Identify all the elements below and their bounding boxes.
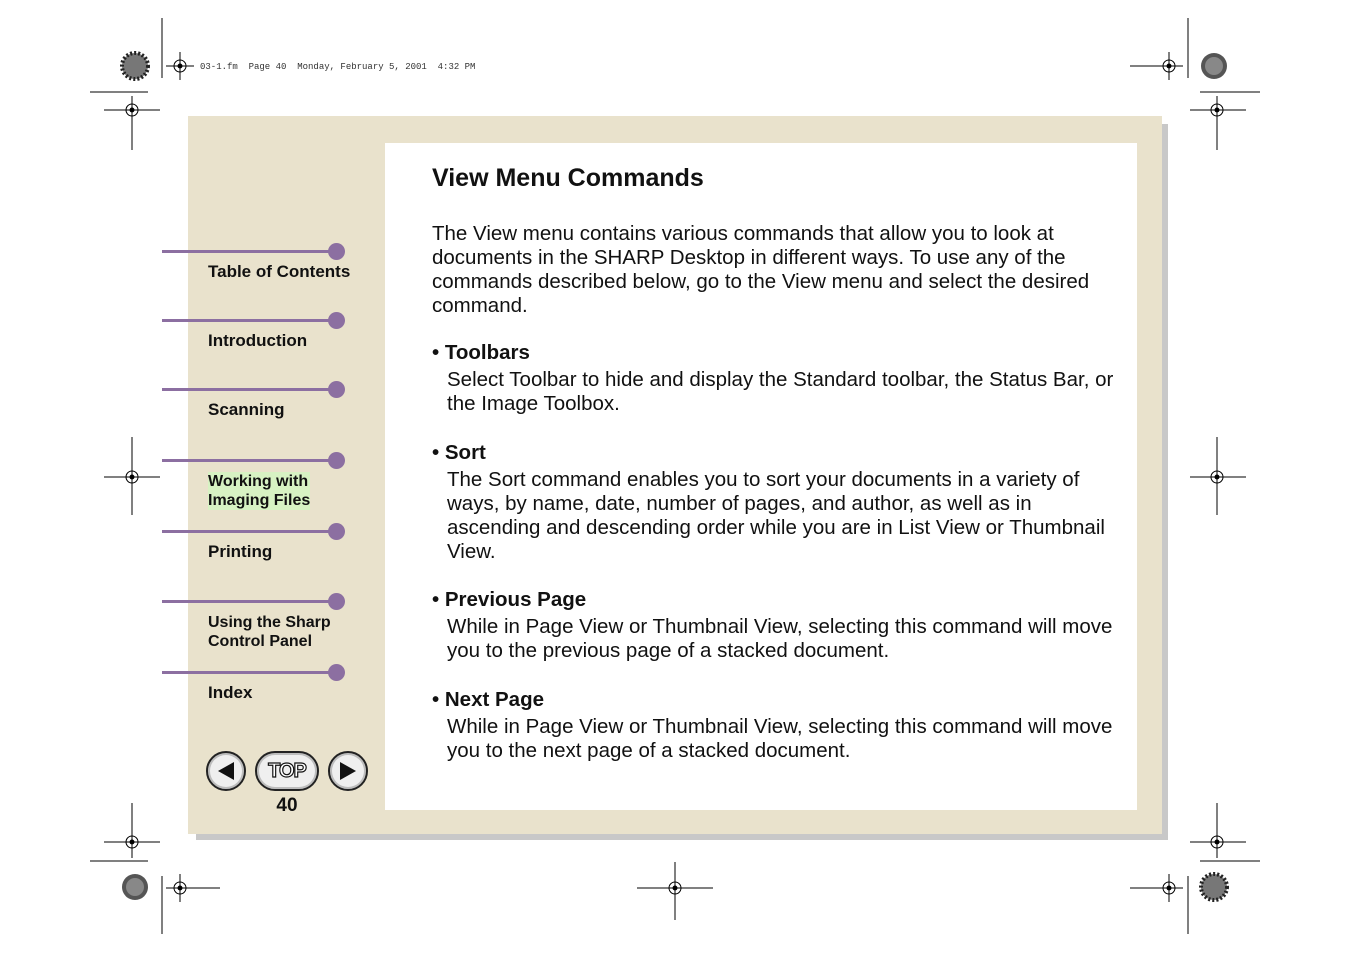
nav-divider	[162, 319, 338, 322]
crosshair-icon	[104, 803, 160, 858]
command-description: While in Page View or Thumbnail View, selecting this command will move you to the previous page of a stacked document.	[447, 615, 1113, 662]
nav-divider	[162, 530, 338, 533]
nav-label[interactable]: Index	[208, 683, 253, 702]
command-description: The Sort command enables you to sort your documents in a variety of ways, by name, date, number of pages, and author, as well as in ascending and descending order while you are in List View or Thumbnail View.	[447, 468, 1105, 563]
crosshair-icon	[637, 862, 713, 920]
crosshair-icon	[1130, 52, 1183, 80]
command-title: • Next Page	[432, 688, 544, 711]
command-title: • Toolbars	[432, 341, 530, 364]
nav-bullet-icon	[328, 452, 345, 469]
nav-bullet-icon	[328, 664, 345, 681]
print-header-line: 03-1.fm Page 40 Monday, February 5, 2001 4:32 PM	[200, 62, 476, 72]
registration-starburst-icon	[122, 874, 148, 900]
nav-label[interactable]: Using the Sharp Control Panel	[208, 614, 331, 650]
command-item-next-page	[432, 688, 1122, 763]
nav-bullet-icon	[328, 523, 345, 540]
crosshair-icon	[1190, 803, 1246, 858]
nav-bullet-icon	[328, 312, 345, 329]
nav-bullet-icon	[328, 593, 345, 610]
nav-bullet-icon	[328, 381, 345, 398]
crosshair-icon	[104, 96, 160, 150]
command-item-toolbars	[432, 341, 1122, 416]
intro-paragraph: The View menu contains various commands that allow you to look at documents in the SHARP Desktop in different ways. To use any of the commands described below, go to the View menu and select the desired command.	[432, 222, 1090, 317]
command-description: While in Page View or Thumbnail View, selecting this command will move you to the next page of a stacked document.	[447, 715, 1113, 762]
nav-label[interactable]: Scanning	[208, 400, 285, 419]
nav-item-printing[interactable]	[160, 523, 350, 563]
nav-divider	[162, 671, 338, 674]
page-title: View Menu Commands	[432, 164, 704, 192]
nav-divider	[162, 388, 338, 391]
command-description: Select Toolbar to hide and display the Standard toolbar, the Status Bar, or the Image Toolbox.	[447, 368, 1114, 415]
next-page-button[interactable]	[328, 751, 368, 791]
command-item-sort	[432, 441, 1122, 564]
command-item-previous-page	[432, 588, 1122, 663]
command-title: • Previous Page	[432, 588, 587, 611]
nav-label[interactable]: Printing	[208, 542, 273, 561]
nav-divider	[162, 459, 338, 462]
registration-starburst-icon	[122, 53, 148, 79]
page-number: 40	[276, 795, 298, 816]
top-button[interactable]: TOP	[255, 751, 319, 791]
nav-bullet-icon	[328, 243, 345, 260]
registration-starburst-icon	[1201, 874, 1227, 900]
previous-page-button[interactable]	[206, 751, 246, 791]
crosshair-icon	[166, 874, 220, 902]
crosshair-icon	[1190, 96, 1246, 150]
nav-divider	[162, 250, 338, 253]
nav-label[interactable]: Introduction	[208, 331, 308, 350]
nav-label[interactable]: Table of Contents	[208, 262, 351, 281]
nav-item-introduction[interactable]	[160, 312, 350, 352]
nav-label[interactable]: Working with Imaging Files	[208, 473, 311, 509]
registration-starburst-icon	[1201, 53, 1227, 79]
nav-item-using-sharp-control-panel[interactable]	[160, 593, 350, 650]
nav-item-scanning[interactable]	[160, 381, 350, 421]
nav-item-table-of-contents[interactable]	[160, 243, 350, 283]
left-triangle-icon	[215, 760, 237, 782]
crosshair-icon	[1130, 874, 1183, 902]
nav-item-index[interactable]	[160, 664, 350, 704]
nav-divider	[162, 600, 338, 603]
command-title: • Sort	[432, 441, 486, 464]
right-triangle-icon	[337, 760, 359, 782]
nav-item-working-with-imaging-files[interactable]	[160, 452, 350, 509]
